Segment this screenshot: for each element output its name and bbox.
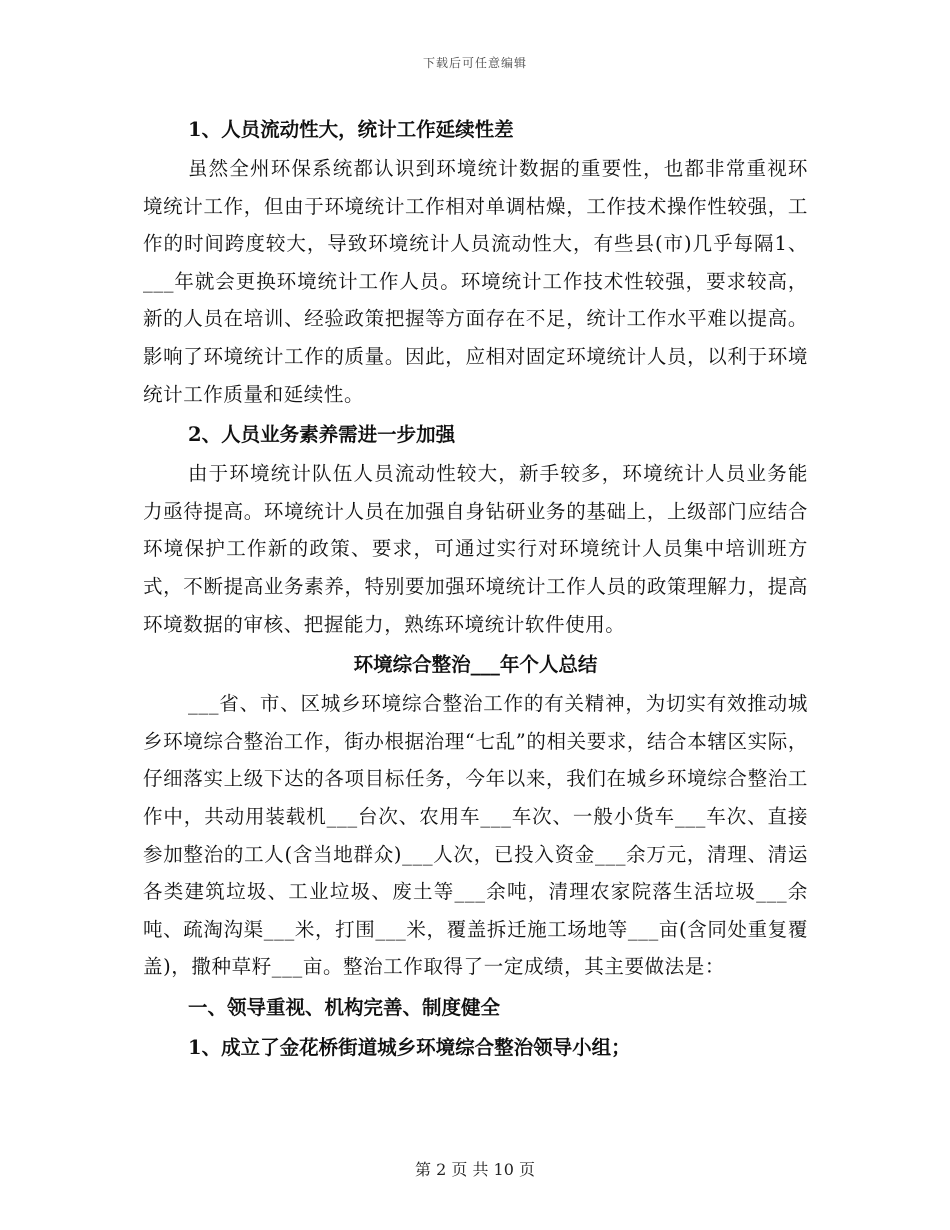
document-body [143, 112, 808, 1066]
section-heading-4: 1、成立了金花桥街道城乡环境综合整治领导小组； [188, 1035, 631, 1059]
section-heading-2: 2、人员业务素养需进一步加强 [188, 423, 456, 447]
paragraph-2: 由于环境统计队伍人员流动性较大，新手较多，环境统计人员业务能力亟待提高。环境统计人员在加强自身钻研业务的基础上，上级部门应结合环境保护工作新的政策、要求，可通过实行对环境统计人员集中培训班方式，不断提高业务素养，特别要加强环境统计工作人员的政策理解力，提高环境数据的审核、把握能力，熟练环境统计软件使用。 [143, 462, 808, 636]
document-title: 环境综合整治___年个人总结 [353, 653, 598, 677]
section-heading-1: 1、人员流动性大，统计工作延续性差 [188, 118, 514, 141]
paragraph-3: ___省、市、区城乡环境综合整治工作的有关精神，为切实有效推动城乡环境综合整治工作，街办根据治理“七乱”的相关要求，结合本辖区实际，仔细落实上级下达的各项目标任务，今年以来，我们在城乡环境综合整治工作中，共动用装载机___台次、农用车___车次、一般小货车___车次、直接参加整治的工人(含当地群众)___人次，已投入资金___余万元，清理、清运各类建筑垃圾、工业垃圾、废土等___余吨，清理农家院落生活垃圾___余吨、疏淘沟渠___米，打围___米，覆盖拆迁施工场地等___亩(含同处重复覆盖)，撒种草籽___亩。整治工作取得了一定成绩，其主要做法是： [143, 692, 808, 979]
page-header: 下载后可任意编辑 [422, 56, 527, 70]
page-footer: 第 2 页 共 10 页 [415, 1160, 535, 1179]
paragraph-1: 虽然全州环保系统都认识到环境统计数据的重要性，也都非常重视环境统计工作，但由于环境统计工作相对单调枯燥，工作技术操作性较强，工作的时间跨度较大，导致环境统计人员流动性大，有些县(市)几乎每隔1、___年就会更换环境统计工作人员。环境统计工作技术性较强，要求较高，新的人员在培训、经验政策把握等方面存在不足，统计工作水平难以提高。影响了环境统计工作的质量。因此，应相对固定环境统计人员，以利于环境统计工作质量和延续性。 [143, 157, 808, 406]
section-heading-3: 一、领导重视、机构完善、制度健全 [188, 995, 501, 1019]
